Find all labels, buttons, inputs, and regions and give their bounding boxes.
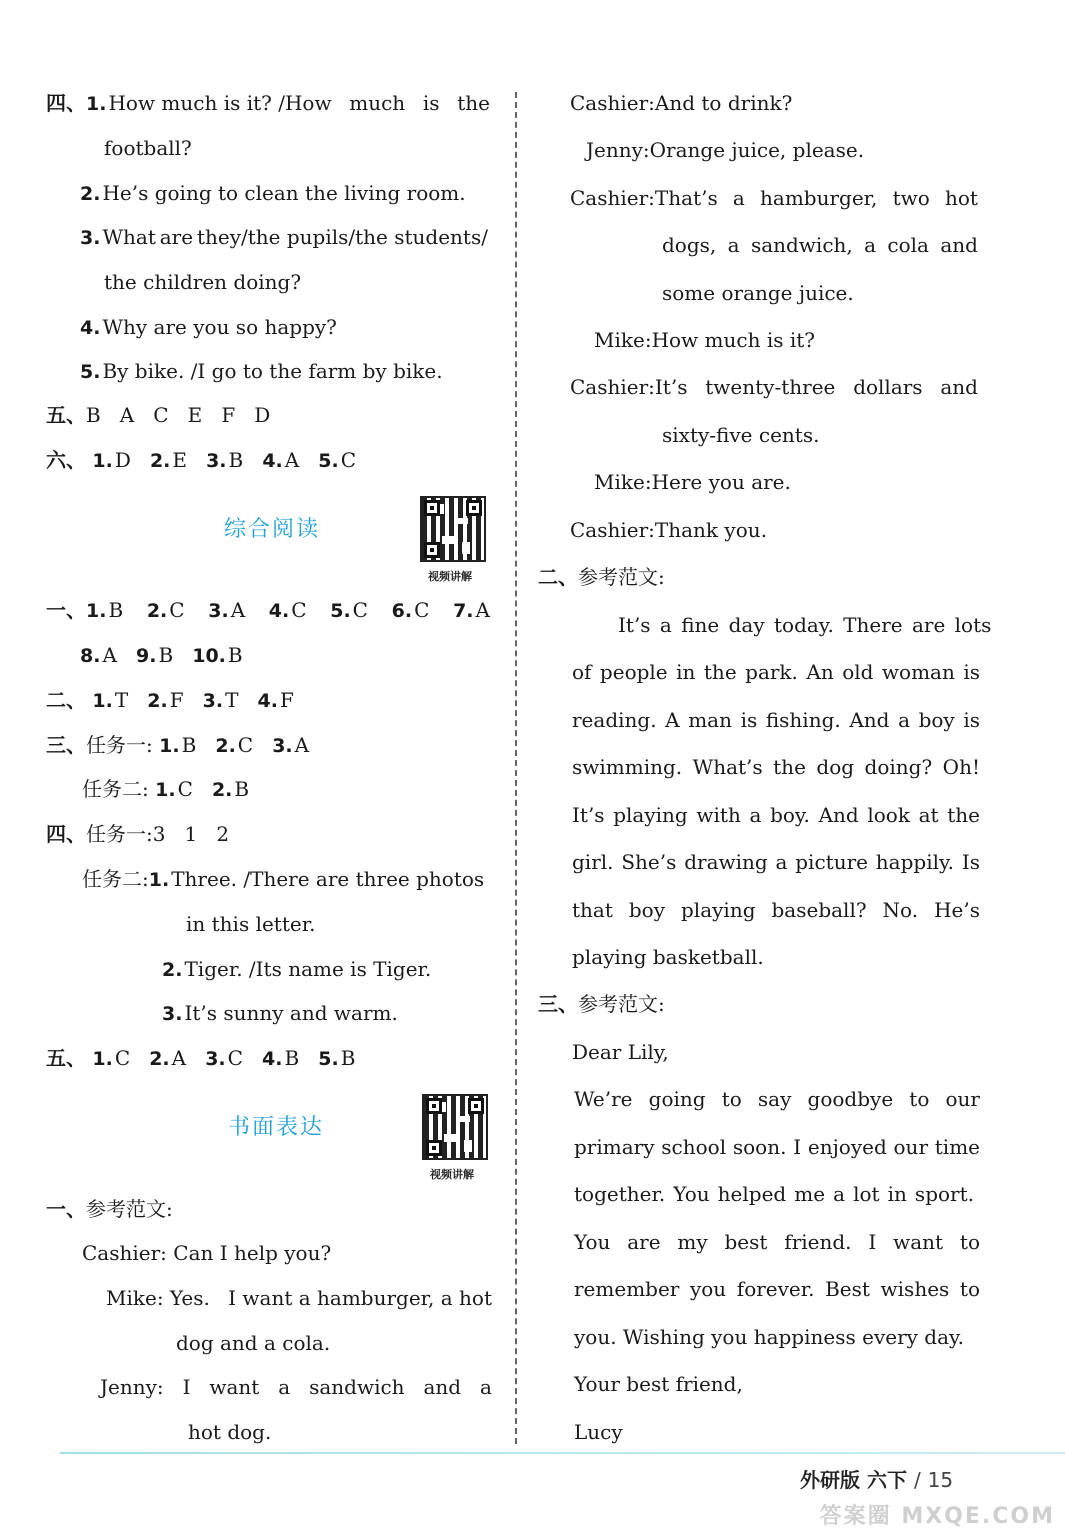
writing-answer-1-label: 一、参考范文: — [46, 1197, 173, 1221]
dialog-line-cont: hot dog. — [188, 1420, 272, 1444]
reading-answer-3-task2: 任务二: 1. C 2. B — [82, 777, 250, 801]
footer-rule — [60, 1452, 1065, 1454]
reading-answer-4-task1: 四、任务一:3 1 2 — [46, 822, 230, 846]
dialog-line-cont: dog and a cola. — [176, 1331, 331, 1355]
section-heading-writing: 书面表达 — [228, 1115, 325, 1140]
page-separator: / — [913, 1468, 921, 1492]
section-heading-reading: 综合阅读 — [224, 517, 321, 542]
essay-line: that boy playing baseball? No. He’s — [572, 898, 980, 922]
qr-finder — [426, 1140, 442, 1156]
essay-line: swimming. What’s the dog doing? Oh! — [572, 755, 980, 779]
answer-4-1-cont: football? — [104, 136, 192, 160]
essay-line: playing basketball. — [572, 945, 764, 969]
essay-line: girl. She’s drawing a picture happily. Is — [572, 850, 980, 874]
qr-finder — [424, 542, 440, 558]
letter-line: You are my best friend. I want to — [574, 1230, 980, 1254]
answer-4-3-cont: the children doing? — [104, 270, 302, 294]
essay-line: reading. A man is fishing. And a boy is — [572, 708, 980, 732]
dialog-line: Cashier:That’s a hamburger, two hot — [570, 186, 978, 210]
answer-4-1: 四、1. How much is it? /How much is the — [46, 91, 490, 115]
letter-line: remember you forever. Best wishes to — [574, 1277, 980, 1301]
reading-answer-1-row2: 8. A 9. B 10. B — [80, 643, 243, 667]
letter-line: you. Wishing you happiness every day. — [574, 1325, 965, 1349]
answer-4-2: 2. He’s going to clean the living room. — [80, 181, 466, 205]
letter-line: together. You helped me a lot in sport. — [574, 1182, 974, 1206]
qr-finder — [426, 1098, 442, 1114]
dialog-line: Cashier:It’s twenty-three dollars and — [570, 375, 978, 399]
dialog-line-cont: sixty-five cents. — [662, 423, 820, 447]
reading-answer-2: 二、 1. T 2. F 3. T 4. F — [46, 688, 294, 712]
qr-finder — [468, 1098, 484, 1114]
answer-4-4: 4. Why are you so happy? — [80, 315, 337, 339]
reading-answer-4-task2-1: 任务二:1. Three. /There are three photos — [82, 867, 485, 891]
edition-label: 外研版 — [800, 1468, 860, 1492]
page-footer — [800, 1464, 953, 1493]
essay-line: of people in the park. An old woman is — [572, 660, 980, 684]
watermark-logo: 答案圈 MXQE.COM — [819, 1504, 1055, 1529]
letter-line: Your best friend, — [574, 1372, 743, 1396]
column-divider — [515, 92, 517, 1444]
answer-6: 六、 1. D 2. E 3. B 4. A 5. C — [46, 448, 357, 472]
reading-answer-4-task2-3: 3. It’s sunny and warm. — [162, 1001, 398, 1025]
essay-line: It’s playing with a boy. And look at the — [572, 803, 980, 827]
dialog-line: Cashier:Thank you. — [570, 518, 767, 542]
writing-answer-2-label: 二、参考范文: — [538, 565, 665, 589]
qr-caption: 视频讲解 — [428, 570, 472, 583]
page-number: 15 — [927, 1468, 954, 1492]
dialog-line: Mike: Yes. I want a hamburger, a hot — [106, 1286, 492, 1310]
qr-caption: 视频讲解 — [430, 1168, 474, 1181]
letter-line: Lucy — [574, 1420, 623, 1444]
dialog-line: Mike:How much is it? — [594, 328, 815, 352]
dialog-line: Jenny:Orange juice, please. — [586, 138, 865, 162]
writing-answer-3-label: 三、参考范文: — [538, 992, 665, 1016]
qr-code-icon[interactable] — [420, 496, 486, 562]
dialog-line: Cashier: Can I help you? — [82, 1241, 332, 1265]
qr-finder — [424, 500, 440, 516]
answer-4-3: 3. What are they/the pupils/the students/ — [80, 225, 488, 249]
reading-answer-4-task2-2: 2. Tiger. /Its name is Tiger. — [162, 957, 432, 981]
qr-code-icon[interactable] — [422, 1094, 488, 1160]
dialog-line-cont: dogs, a sandwich, a cola and — [662, 233, 978, 257]
essay-line: It’s a fine day today. There are lots — [618, 613, 992, 637]
dialog-line: Jenny: I want a sandwich and a — [100, 1375, 492, 1399]
reading-answer-5: 五、 1. C 2. A 3. C 4. B 5. B — [46, 1046, 356, 1070]
answer-4-5: 5. By bike. /I go to the farm by bike. — [80, 359, 443, 383]
letter-line: Dear Lily, — [572, 1040, 669, 1064]
letter-line: primary school soon. I enjoyed our time — [574, 1135, 980, 1159]
reading-answer-4-task2-1-cont: in this letter. — [186, 912, 316, 936]
reading-answer-3-task1: 三、任务一: 1. B 2. C 3. A — [46, 733, 310, 757]
grade-label: 六下 — [866, 1468, 907, 1492]
letter-line: We’re going to say goodbye to our — [574, 1087, 980, 1111]
dialog-line: Cashier:And to drink? — [570, 91, 793, 115]
dialog-line-cont: some orange juice. — [662, 281, 854, 305]
answer-5: 五、B A C E F D — [46, 403, 271, 427]
dialog-line: Mike:Here you are. — [594, 470, 791, 494]
reading-answer-1-row1: 一、1. B 2. C 3. A 4. C 5. C 6. C 7. A — [46, 598, 490, 622]
qr-finder — [466, 500, 482, 516]
